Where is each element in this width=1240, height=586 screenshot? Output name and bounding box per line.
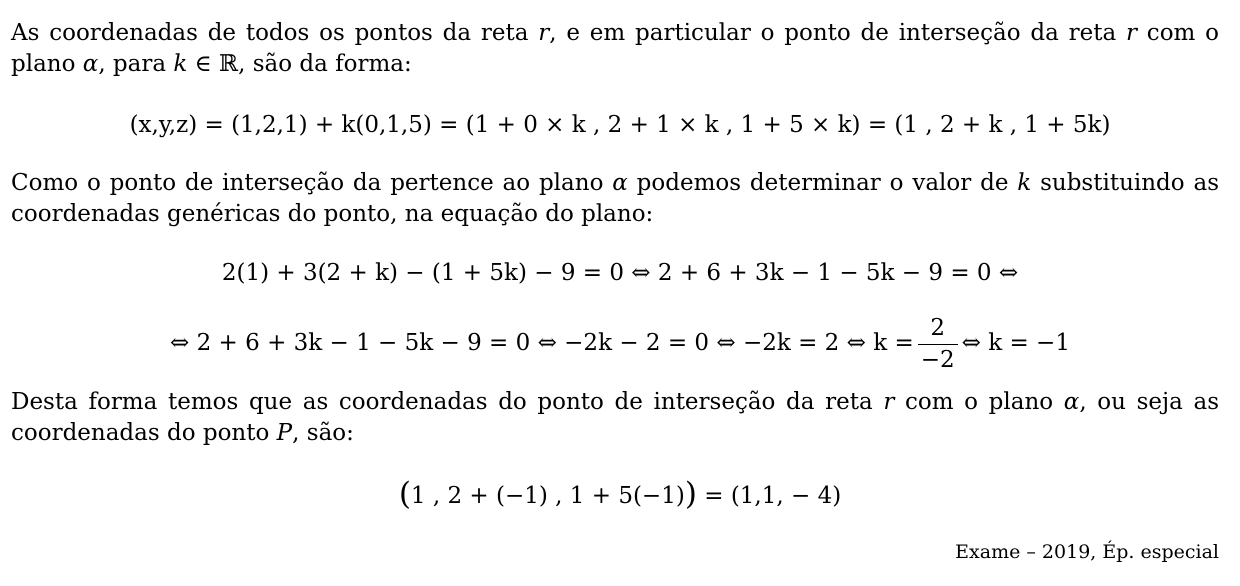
intro-text-3: com o plano <box>11 20 1219 77</box>
intro-text-4: , para <box>98 51 174 77</box>
solve-k-right: ⇔ k = −1 <box>961 330 1070 356</box>
intro-paragraph <box>11 18 1219 80</box>
point-p-symbol: P <box>276 420 293 446</box>
intersection-point-equation <box>0 476 1240 513</box>
substitution-text-2: podemos determinar o valor de <box>627 170 1018 196</box>
conclusion-text-2: com o plano <box>894 389 1064 415</box>
big-open-paren: ( <box>398 476 411 512</box>
fraction-numerator: 2 <box>918 317 958 345</box>
line-r-symbol: r <box>538 20 550 46</box>
conclusion-text-4: , são: <box>292 420 354 446</box>
line-r-symbol: r <box>883 389 895 415</box>
line-r-symbol: r <box>1126 20 1137 46</box>
intro-text-1: As coordenadas de todos os pontos da reta <box>11 20 539 46</box>
big-close-paren: ) <box>684 476 697 512</box>
point-coordinates-result: = (1,1, − 4) <box>696 483 842 509</box>
plane-substitution-equation: 2(1) + 3(2 + k) − (1 + 5k) − 9 = 0 ⇔ 2 + 6 + 3k − 1 − 5k − 9 = 0 ⇔ <box>221 260 1019 286</box>
conclusion-paragraph <box>11 387 1219 449</box>
substitution-text-3: substituindo as coordenadas genéricas do ponto, na equação do plano: <box>11 170 1219 227</box>
parametric-equation: (x,y,z) = (1,2,1) + k(0,1,5) = (1 + 0 × k , 2 + 1 × k , 1 + 5 × k) = (1 , 2 + k , 1 + 5k) <box>129 112 1111 138</box>
plane-alpha-symbol: α <box>1063 389 1080 415</box>
exam-source-caption: Exame – 2019, Ép. especial <box>955 541 1219 563</box>
fraction-denominator: −2 <box>920 346 955 373</box>
solve-k-equation <box>0 312 1240 374</box>
k-fraction <box>918 314 958 373</box>
plane-alpha-symbol: α <box>612 170 628 196</box>
intro-text-5: ∈ ℝ, são da forma: <box>187 51 412 77</box>
solve-k-left: ⇔ 2 + 6 + 3k − 1 − 5k − 9 = 0 ⇔ −2k − 2 = 0 ⇔ −2k = 2 ⇔ k = <box>170 330 914 356</box>
parameter-k-symbol: k <box>1017 170 1032 196</box>
substitution-paragraph <box>11 168 1219 230</box>
conclusion-text-3: , ou seja as coordenadas do ponto <box>11 389 1219 446</box>
plane-alpha-symbol: α <box>82 51 99 77</box>
point-coordinates-expression: 1 , 2 + (−1) , 1 + 5(−1) <box>410 483 685 509</box>
substitution-text-1: Como o ponto de interseção da pertence ao plano <box>11 170 613 196</box>
parameter-k-symbol: k <box>173 51 188 77</box>
intro-text-2: , e em particular o ponto de interseção da reta <box>549 20 1126 46</box>
conclusion-text-1: Desta forma temos que as coordenadas do ponto de interseção da reta <box>11 389 884 415</box>
